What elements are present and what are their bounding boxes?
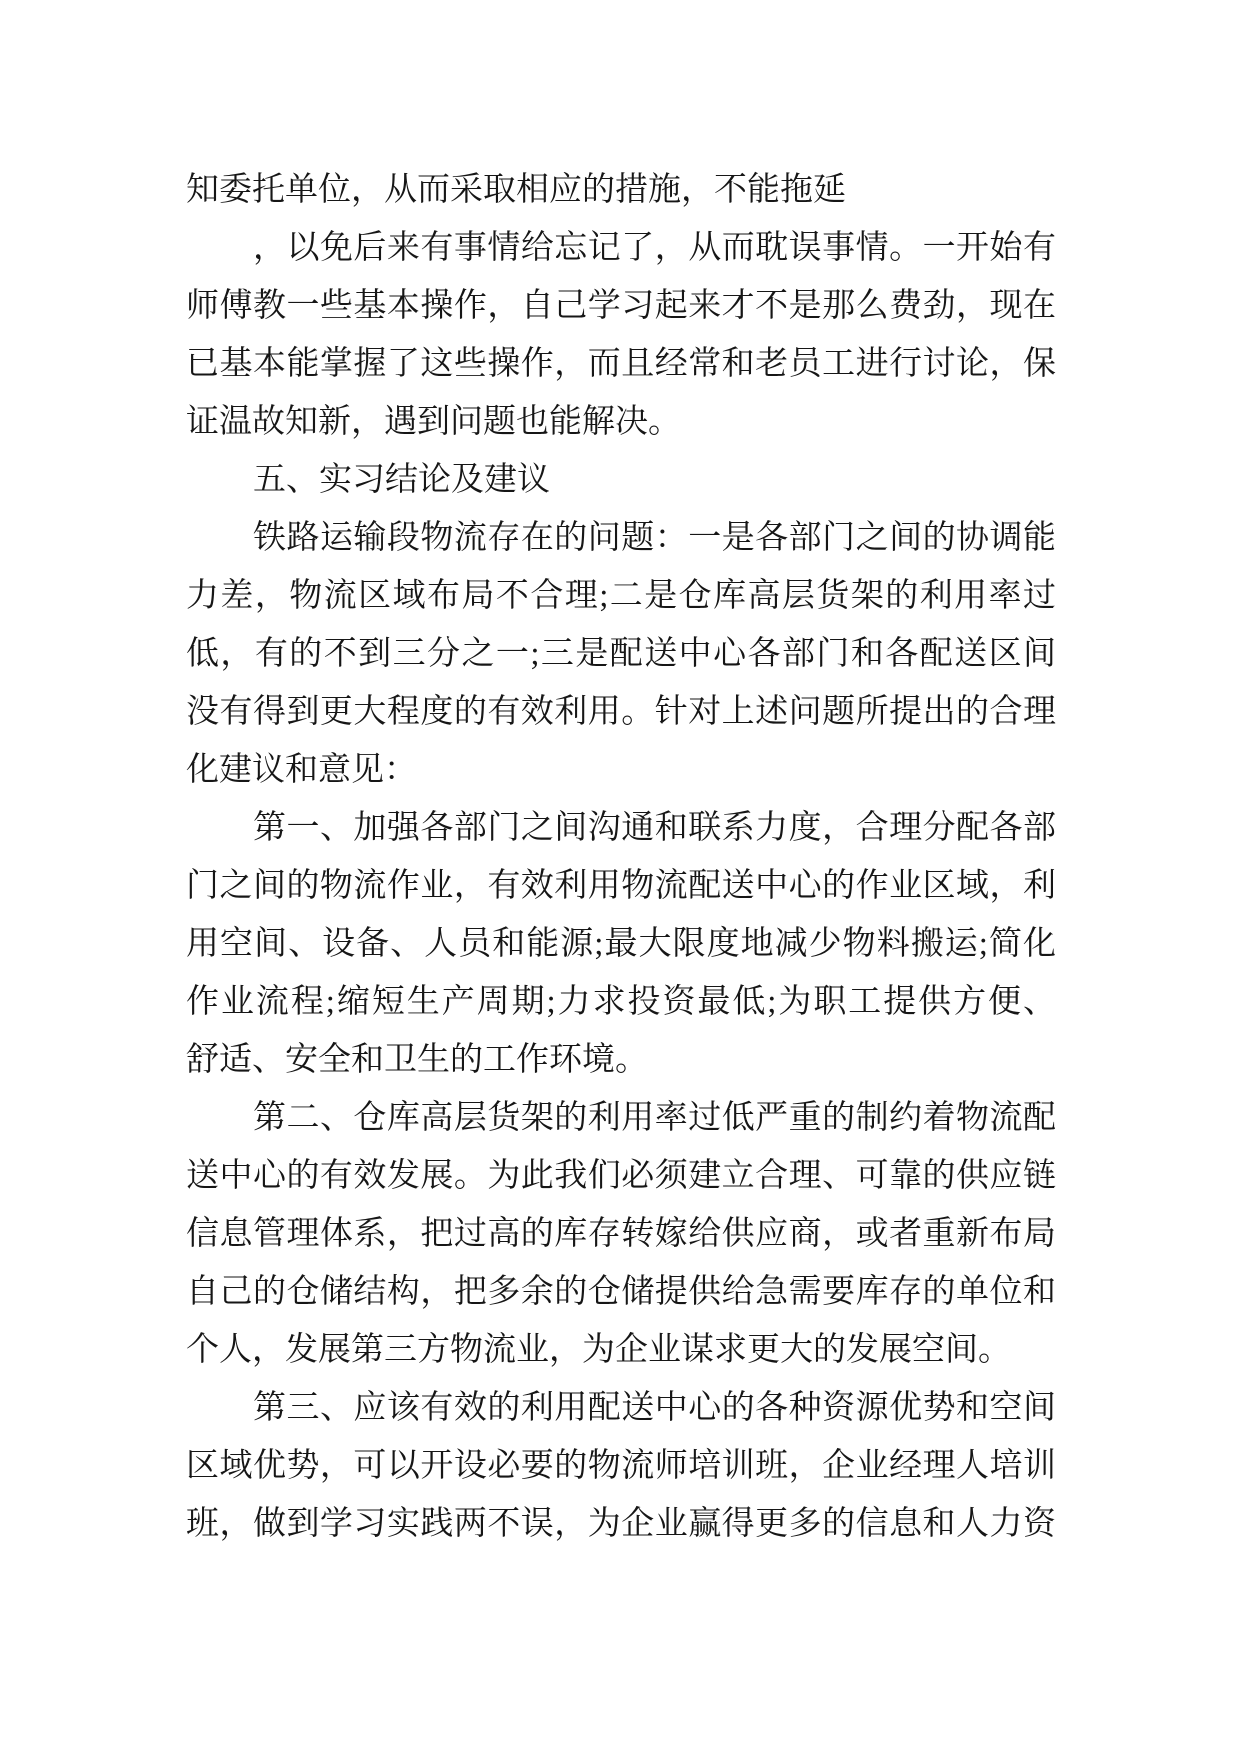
document-line: 力差，物流区域布局不合理;二是仓库高层货架的利用率过 [186, 578, 1056, 614]
document-line: 自己的仓储结构，把多余的仓储提供给急需要库存的单位和 [186, 1274, 1056, 1310]
document-line: 舒适、安全和卫生的工作环境。 [186, 1042, 648, 1078]
document-line: 用空间、设备、人员和能源;最大限度地减少物料搬运;简化 [186, 926, 1056, 962]
document-line: 已基本能掌握了这些操作，而且经常和老员工进行讨论，保 [186, 346, 1056, 382]
document-line: 没有得到更大程度的有效利用。针对上述问题所提出的合理 [186, 694, 1056, 730]
document-line: 第三、应该有效的利用配送中心的各种资源优势和空间 [253, 1390, 1056, 1426]
document-line: 知委托单位，从而采取相应的措施，不能拖延 [186, 172, 846, 208]
document-line: 证温故知新，遇到问题也能解决。 [186, 404, 681, 440]
document-line: 个人，发展第三方物流业，为企业谋求更大的发展空间。 [186, 1332, 1011, 1368]
document-line: 化建议和意见： [186, 752, 417, 788]
document-line: 区域优势，可以开设必要的物流师培训班，企业经理人培训 [186, 1448, 1056, 1484]
document-line: 第二、仓库高层货架的利用率过低严重的制约着物流配 [253, 1100, 1056, 1136]
document-line: 铁路运输段物流存在的问题：一是各部门之间的协调能 [253, 520, 1056, 556]
document-line: 五、实习结论及建议 [253, 462, 550, 498]
document-text-block [186, 161, 1056, 1553]
document-line: 作业流程;缩短生产周期;力求投资最低;为职工提供方便、 [186, 984, 1056, 1020]
document-line: 信息管理体系，把过高的库存转嫁给供应商，或者重新布局 [186, 1216, 1056, 1252]
document-line: ，以免后来有事情给忘记了，从而耽误事情。一开始有 [253, 230, 1056, 266]
document-line: 第一、加强各部门之间沟通和联系力度，合理分配各部 [253, 810, 1056, 846]
document-line: 门之间的物流作业，有效利用物流配送中心的作业区域，利 [186, 868, 1056, 904]
document-line: 师傅教一些基本操作，自己学习起来才不是那么费劲，现在 [186, 288, 1056, 324]
document-line: 班，做到学习实践两不误，为企业赢得更多的信息和人力资 [186, 1506, 1056, 1542]
document-line: 送中心的有效发展。为此我们必须建立合理、可靠的供应链 [186, 1158, 1056, 1194]
document-line: 低，有的不到三分之一;三是配送中心各部门和各配送区间 [186, 636, 1056, 672]
